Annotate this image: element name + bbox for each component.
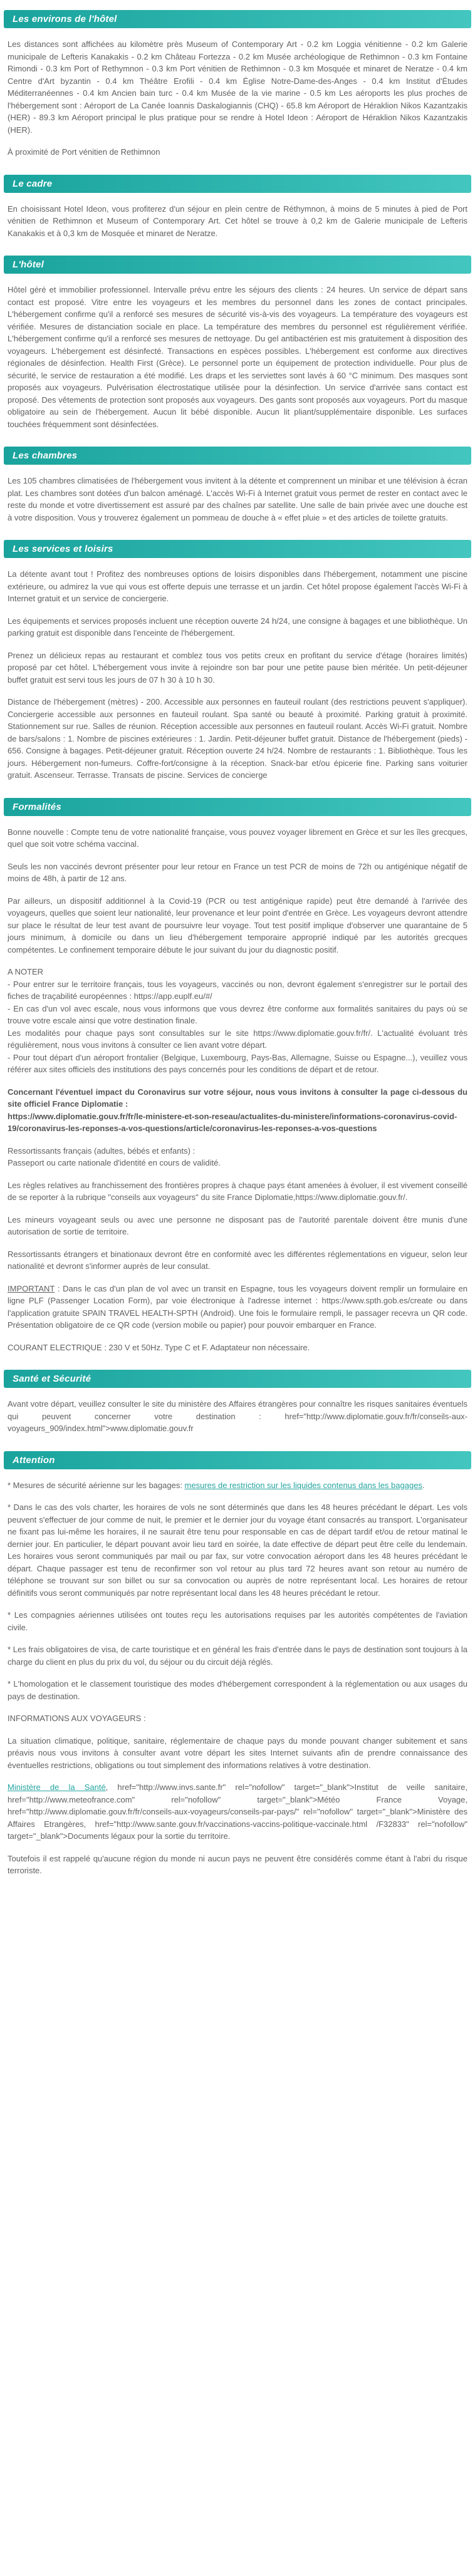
sante-securite-text: Avant votre départ, veuillez consulter le site du ministère des Affaires étrangères pour connaître les risques sanitaires éventuels qui peuvent concerner votre destination : href="http://www.diplomatie.gouv.fr/fr/conseils-aux-voyageurs_909/index.html">www.diplomatie.gouv.fr bbox=[8, 1399, 467, 1433]
services-restauration-text: Prenez un délicieux repas au restaurant et comblez tous vos petits creux en profitant du service d'étage (horaires limités) proposé par cet hôtel. L'hébergement vous invite à rejoindre son bar pour une petite pause bien méritée. Un petit-déjeuner buffet gratuit est servi tous les jours de 07 h 30 à 10 h 30. bbox=[8, 650, 467, 685]
section-body-hotel bbox=[0, 284, 475, 430]
a-noter-line-4: - Pour tout départ d'un aéroport frontalier (Belgique, Luxembourg, Pays-Bas, Allemagne, Suisse ou Espagne...), veuillez vous référer aux sites officiels des institutions des pays concernés pour les conditions de départ et de retour. bbox=[8, 1052, 467, 1074]
liquides-restriction-link[interactable]: mesures de restriction sur les liquides contenus dans les bagages bbox=[184, 1480, 422, 1490]
section-header-services: Les services et loisirs bbox=[4, 540, 471, 558]
formalites-courant-electrique-text: COURANT ELECTRIQUE : 230 V et 50Hz. Type C et F. Adaptateur non nécessaire. bbox=[8, 1342, 310, 1352]
important-label: IMPORTANT bbox=[8, 1283, 55, 1293]
attention-homologation-text: * L'homologation et le classement touristique des modes d'hébergement correspondent à la réglementation ou aux usages du pays de destination. bbox=[8, 1679, 467, 1701]
attention-risque-terroriste-text: Toutefois il est rappelé qu'aucune région du monde ni aucun pays ne peuvent être considérés comme étant à l'abri du risque terroriste. bbox=[8, 1853, 467, 1875]
attention-frais-visa-text: * Les frais obligatoires de visa, de carte touristique et en général les frais d'entrée dans le pays de destination sont toujours à la charge du client en plus du prix du vol, du séjour ou du circuit déjà réglés. bbox=[8, 1645, 467, 1667]
a-noter-line-3: Les modalités pour chaque pays sont consultables sur le site https://www.diplomatie.gouv.fr/fr/. L'actualité évoluant très régulièrement, nous vous invitons à consulter ce lien avant votre départ. bbox=[8, 1028, 467, 1050]
bagages-text-post: . bbox=[422, 1480, 425, 1490]
formalites-regles-frontieres-text: Les règles relatives au franchissement des frontières propres à chaque pays étant amenées à évoluer, il est vivement conseillé de se reporter à la rubrique "conseils aux voyageurs" du site France Diplomatie,https://www.diplomatie.gouv.fr/. bbox=[8, 1180, 467, 1202]
section-body-sante-securite bbox=[0, 1398, 475, 1435]
section-cadre bbox=[0, 175, 475, 240]
a-noter-line-1: - Pour entrer sur le territoire français, tous les voyageurs, vaccinés ou non, devront également s'enregistrer sur le portail des fiches de traçabilité européennes : https://app.euplf.eu/#/ bbox=[8, 979, 467, 1001]
a-noter-title: A NOTER bbox=[8, 967, 44, 976]
section-services bbox=[0, 540, 475, 782]
section-header-chambres: Les chambres bbox=[4, 447, 471, 465]
chambres-text: Les 105 chambres climatisées de l'hébergement vous invitent à la détente et comprennent un minibar et une télévision à écran plat. Les chambres sont dotées d'un balcon aménagé. L'accès Wi-Fi à Internet gratuit vous permet de rester en contact avec le reste du monde et votre divertissement est assuré par des chaînes par satellite. Une salle de bain privée avec une douche est à votre disposition. Vous y trouverez également un pommeau de douche à « effet pluie » et des articles de toilette gratuits. bbox=[8, 476, 467, 522]
attention-bagages-text bbox=[8, 1479, 467, 1492]
section-body-chambres bbox=[0, 475, 475, 524]
attention-liens-text bbox=[8, 1781, 467, 1843]
ressortissants-title: Ressortissants français (adultes, bébés et enfants) : bbox=[8, 1146, 196, 1156]
section-body-environs bbox=[0, 38, 475, 158]
section-sante-securite bbox=[0, 1370, 475, 1435]
hotel-text: Hôtel géré et immobilier professionnel. Intervalle prévu entre les séjours des clients : 24 heures. Un service de départ sans contact est proposé. Vitre entre les voyageurs et les membres du personnel dans les zones de contact principales. L'hébergement confirme qu'il a renforcé ses mesures de sécurité vis-à-vis des voyageurs. La température des voyageurs est vérifiée. Mesures de distanciation sociale en place. La température des membres du personnel est régulièrement vérifiée. L'hébergement confirme qu'il a renforcé ses mesures de nettoyage. Du gel antibactérien est mis gratuitement à disposition des voyageurs. L'hébergement est désinfecté. Transactions en espèces possibles. L'hébergement est conforme aux directives régionales de désinfection. Health First (Grèce). Le personnel porte un équipement de protection individuelle. Pour plus de sécurité, le service de restauration a été modifié. Les draps et les serviettes sont lavés à 60 °C minimum. Des masques sont proposés aux voyageurs. Pulvérisation électrostatique utilisée pour la désinfection. Un service d'arrivée sans contact est proposé. Des vêtements de protection sont proposés aux voyageurs. Des gants sont proposés aux voyageurs. Port du masque obligatoire au sein de l'hébergement. Aucun lit bébé disponible. Aucun lit pliant/supplémentaire disponible. Les surfaces touchées fréquemment sont désinfectées. bbox=[8, 285, 467, 429]
section-body-cadre bbox=[0, 203, 475, 240]
bagages-text-pre: * Mesures de sécurité aérienne sur les bagages: bbox=[8, 1480, 185, 1490]
cadre-text: En choisissant Hotel Ideon, vous profiterez d'un séjour en plein centre de Réthymnon, à moins de 5 minutes à pied de Port vénitien de Rethimnon et Museum of Contemporary Art. Cet hôtel se trouve à 0,2 km de Galerie municipale de Lefteris Kanakakis et à 0,3 km de Mosquée et minaret de Neratze. bbox=[8, 204, 467, 238]
liens-suite-text: , href="http://www.invs.sante.fr" rel="nofollow" target="_blank">Institut de veille sanitaire, href="http://www.meteofrance.com" rel="nofollow" target="_blank">Météo France Voyage, href="http://www.diplomatie.gouv.fr/fr/conseils-aux-voyageurs/conseils-par-pays/" rel="nofollow" target="_blank">Ministère des Affaires Etrangères, href="http://www.sante.gouv.fr/vaccinations-vaccins-politique-vaccinale.html /F32833" rel="nofollow" target="_blank">Documents légaux pour la sortie du territoire. bbox=[8, 1782, 467, 1841]
informations-voyageurs-text: La situation climatique, politique, sanitaire, réglementaire de chaque pays du monde pouvant changer subitement et sans préavis nous vous invitons à consulter avant votre départ les sites Internet suivants afin de prendre connaissance des éventuelles restrictions, obligations ou tout simplement des informations relatives à votre destination. bbox=[8, 1735, 467, 1770]
section-environs bbox=[0, 10, 475, 158]
section-formalites bbox=[0, 798, 475, 1354]
services-liste-text: Distance de l'hébergement (mètres) - 200. Accessible aux personnes en fauteuil roulant (des restrictions peuvent s'appliquer). Conciergerie accessible aux personnes en fauteuil roulant. Spa santé ou beauté à proximité. Parking gratuit à proximité. Stationnement sur rue. Salles de réunion. Réception accessible aux personnes en fauteuil roulant. Accès Wi-Fi gratuit. Nombre de bars/salons : 1. Nombre de piscines extérieures : 1. Jardin. Petit-déjeuner buffet gratuit. Distance de l'hébergement (pieds) - 656. Consigne à bagages. Petit-déjeuner gratuit. Réception ouverte 24 h/24. Nombre de restaurants : 1. Bibliothèque. Tous les jours. Hébergement non-fumeurs. Coffre-fort/consigne à la réception. Snack-bar et/ou épicerie fine. Parking sans voiturier gratuit. Ascenseur. Terrasse. Transats de piscine. Services de concierge bbox=[8, 697, 467, 780]
section-header-attention: Attention bbox=[4, 1451, 471, 1469]
covid-info-url: https://www.diplomatie.gouv.fr/fr/le-ministere-et-son-reseau/actualites-du-ministere/informations-coronavirus-covid-19/coronavirus-les-reponses-a-vos-questions/article/coronavirus-les-reponses-a-vos-questions bbox=[8, 1111, 457, 1133]
formalites-important-text bbox=[8, 1283, 467, 1332]
covid-info-text: Concernant l'éventuel impact du Coronavirus sur votre séjour, nous vous invitons à consulter la page ci-dessous du site officiel France Diplomatie : bbox=[8, 1087, 467, 1109]
services-equipements-text: Les équipements et services proposés incluent une réception ouverte 24 h/24, une consigne à bagages et une bibliothèque. Un parking gratuit est disponible dans l'enceinte de l'hébergement. bbox=[8, 616, 467, 638]
a-noter-line-2: - En cas d'un vol avec escale, nous vous informons que vous devrez être conforme aux formalités sanitaires du pays où se trouve votre escale ainsi que votre destination finale. bbox=[8, 1003, 467, 1025]
informations-voyageurs-title: INFORMATIONS AUX VOYAGEURS : bbox=[8, 1714, 146, 1723]
section-header-formalites: Formalités bbox=[4, 798, 471, 816]
section-header-environs: Les environs de l'hôtel bbox=[4, 10, 471, 28]
important-body: : Dans le cas d'un plan de vol avec un transit en Espagne, tous les voyageurs doivent remplir un formulaire en ligne PLF (Passenger Location Form), par voie électronique à l'adresse internet : https://www.spth.gob.es/create ou dans l'application gratuite SPAIN TRAVEL HEALTH-SPTH (Android). Une fois le formulaire rempli, le passager recevra un QR code. Présentation obligatoire de ce QR code (version mobile ou papier) pour pouvoir embarquer en France. bbox=[8, 1283, 467, 1330]
formalites-test-pcr-text: Seuls les non vaccinés devront présenter pour leur retour en France un test PCR de moins de 72h ou antigénique négatif de moins de 48h, à partir de 12 ans. bbox=[8, 861, 467, 883]
section-body-services bbox=[0, 568, 475, 782]
formalites-dispositif-covid-text: Par ailleurs, un dispositif additionnel à la Covid-19 (PCR ou test antigénique rapide) peut être demandé à l'arrivée des voyageurs, quelles que soient leur nationalité, leur provenance et leur point d'entrée en Grèce. Les voyageurs devront attendre sur place le résultat de leur test avant de poursuivre leur voyage. Tout test positif implique d'observer une quarantaine de 5 jours minimum, à domicile ou dans un lieu d'hébergement temporaire approprié indiqué par les autorités grecques compétentes. Le confinement temporaire débute le jour suivant du jour du diagnostic positif. bbox=[8, 896, 467, 954]
services-loisirs-text: La détente avant tout ! Profitez des nombreuses options de loisirs disponibles dans l'hébergement, notamment une piscine extérieure, ou admirez la vue qui vous est offerte depuis une terrasse et un jardin. Cet hôtel propose également l'accès Wi-Fi à Internet gratuit et un service de conciergerie. bbox=[8, 569, 467, 603]
ressortissants-passeport-text: Passeport ou carte nationale d'identité en cours de validité. bbox=[8, 1158, 221, 1167]
formalites-bonne-nouvelle-text: Bonne nouvelle : Compte tenu de votre nationalité française, vous pouvez voyager librement en Grèce et sur les îles grecques, quel que soit votre schéma vaccinal. bbox=[8, 827, 467, 849]
environs-proximite-text: À proximité de Port vénitien de Rethimnon bbox=[8, 147, 160, 157]
section-body-attention bbox=[0, 1479, 475, 1877]
section-header-hotel: L'hôtel bbox=[4, 256, 471, 274]
attention-compagnies-text: * Les compagnies aériennes utilisées ont toutes reçu les autorisations requises par les autorités compétentes de l'aviation civile. bbox=[8, 1610, 467, 1632]
formalites-a-noter-block bbox=[8, 966, 467, 1076]
section-hotel bbox=[0, 256, 475, 430]
formalites-mineurs-text: Les mineurs voyageant seuls ou avec une personne ne disposant pas de l'autorité parentale doivent être munis d'une autorisation de sortie de territoire. bbox=[8, 1214, 467, 1236]
formalites-ressortissants-block bbox=[8, 1145, 467, 1169]
section-header-cadre: Le cadre bbox=[4, 175, 471, 193]
section-header-sante-securite: Santé et Sécurité bbox=[4, 1370, 471, 1388]
formalites-covid-info-block bbox=[8, 1086, 467, 1135]
section-chambres bbox=[0, 447, 475, 524]
ministere-sante-link[interactable]: Ministère de la Santé bbox=[8, 1782, 106, 1792]
attention-vols-charter-text: * Dans le cas des vols charter, les horaires de vols ne sont déterminés que dans les 48 heures précédant le départ. Les vols peuvent s'effectuer de jour comme de nuit, le premier et le dernier jour du voyage étant consacrés au transport. L'organisateur ne fixant pas lui-même les horaires, il ne saurait être tenu pour responsable en cas de départ tardif et/ou de retour matinal le dernier jour. En particulier, le départ pouvant avoir lieu tard en soirée, la date effective de départ peut être celle du lendemain. Les horaires vous seront communiqués par mail ou par fax, sur votre convocation aéroport dans les 48 heures précédant le départ. Chaque passager est tenu de reconfirmer son vol retour au plus tard 72 heures avant son retour au numéro de téléphone se trouvant sur son billet ou sur sa convocation ou auprès de notre représentant local. Les horaires de retour définitifs vous seront communiqués par notre représentant local dans les 48 heures précédant le retour. bbox=[8, 1503, 467, 1598]
formalites-etrangers-text: Ressortissants étrangers et binationaux devront être en conformité avec les différentes réglementations en vigueur, selon leur nationalité et devront s'informer auprès de leur consulat. bbox=[8, 1249, 467, 1271]
section-attention bbox=[0, 1451, 475, 1877]
section-body-formalites bbox=[0, 826, 475, 1354]
environs-distances-text: Les distances sont affichées au kilomètre près Museum of Contemporary Art - 0.2 km Loggia vénitienne - 0.2 km Galerie municipale de Lefteris Kanakakis - 0.2 km Château Fortezza - 0.2 km Musée archéologique de Rethimnon - 0.3 km Fontaine Rimondi - 0.3 km Port of Rethymnon - 0.3 km Port vénitien de Rethimnon - 0.3 km Mosquée et minaret de Neratze - 0.4 km Centre d'Art byzantin - 0.4 km Théâtre Erofili - 0.4 km Église Notre-Dame-des-Anges - 0.4 km Institut d'Études Méditerranéennes - 0.4 km Ancien bain turc - 0.4 km Musée de la vie marine - 0.5 km Les aéroports les plus proches de l'hébergement sont : Aéroport de La Canée Ioannis Daskalogiannis (CHQ) - 65.8 km Aéroport de Héraklion Nikos Kazantzakis (HER) - 89.3 km Aéroport principal le plus pratique pour se rendre à Hotel Ideon : Aéroport de Héraklion Nikos Kazantzakis (HER). bbox=[8, 39, 467, 135]
